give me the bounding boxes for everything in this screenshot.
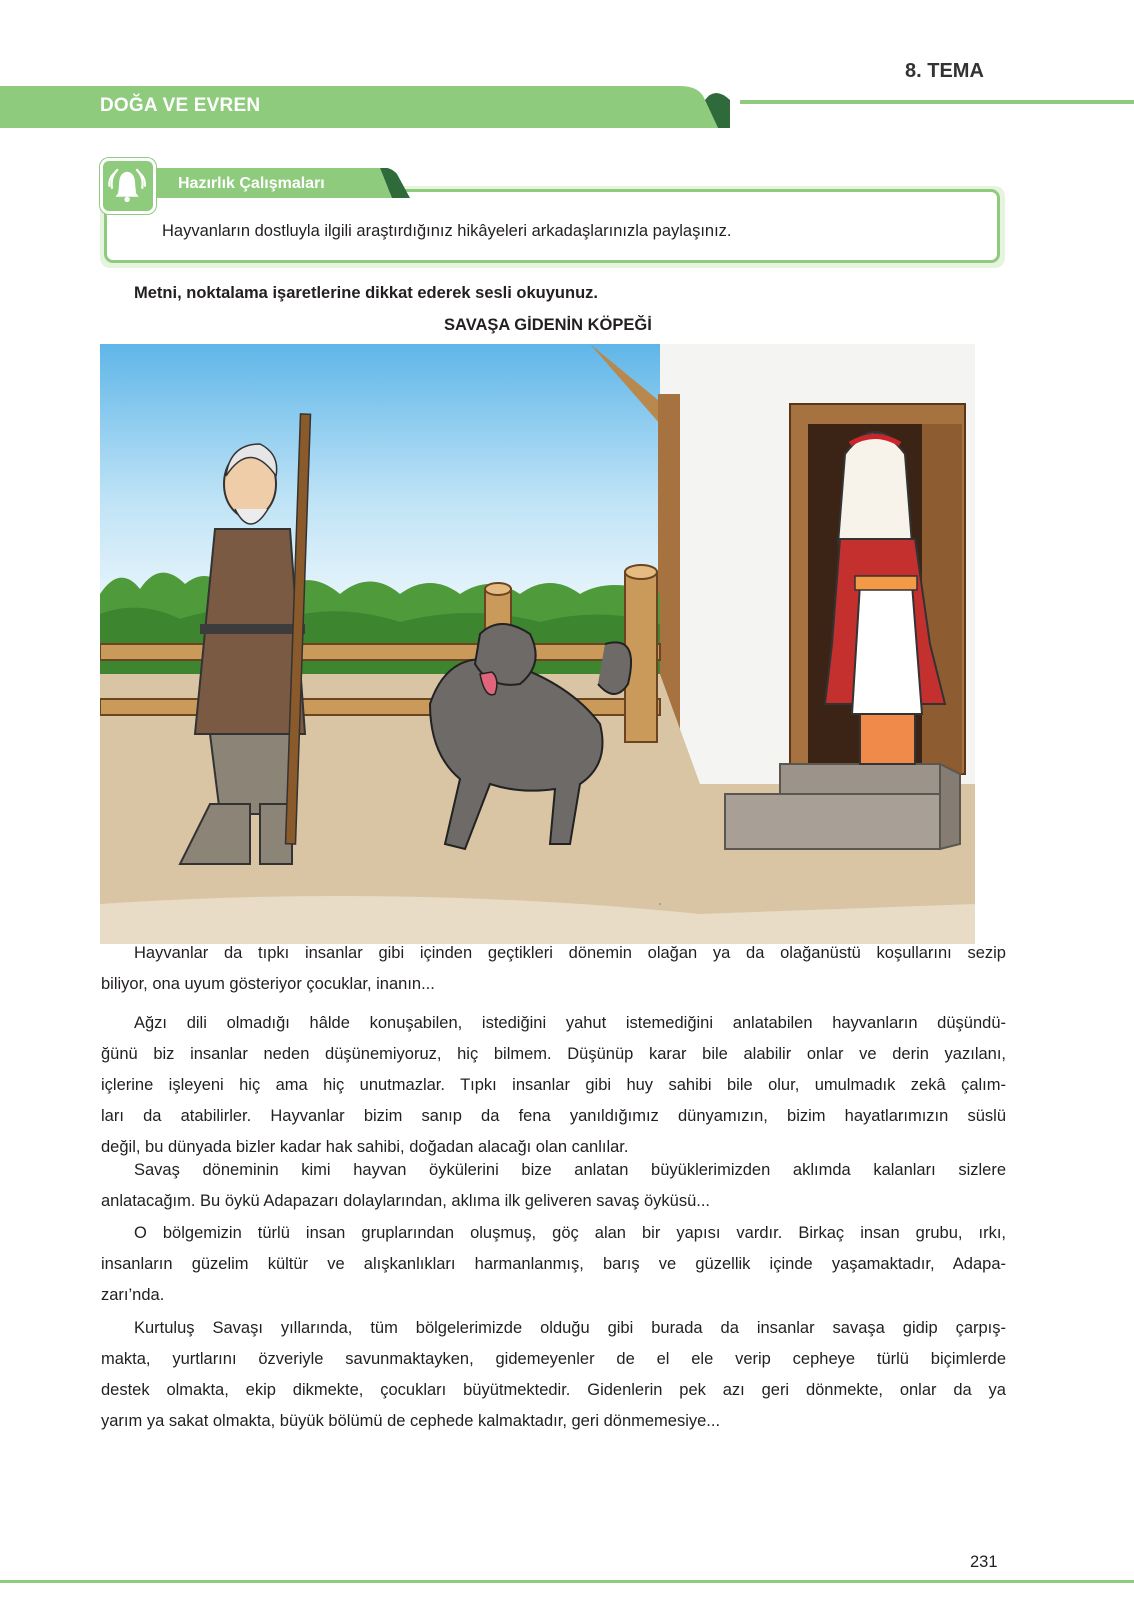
paragraph-line: makta, yurtlarını özveriyle savunmaktayken, gidemeyenler de el ele verip cepheye türlü biçimlerde [101,1350,1006,1368]
paragraph-5 [101,1313,1006,1437]
paragraph-line: destek olmakta, ekip dikmekte, çocukları büyütmektedir. Gidenlerin pek azı geri dönmekte, onlar da ya [101,1381,1006,1399]
footer-divider [0,1580,1134,1583]
header-divider [740,100,1134,104]
paragraph-line: biliyor, ona uyum gösteriyor çocuklar, inanın... [101,975,435,993]
paragraph-line: O bölgemizin türlü insan gruplarından oluşmuş, göç alan bir yapısı vardır. Birkaç insan grubu, ırkı, [134,1224,1006,1242]
bell-icon [100,158,156,214]
paragraph-line: zarı’nda. [101,1286,165,1304]
paragraph-line: ğünü biz insanlar neden düşünemiyoruz, hiç bilmem. Düşünüp karar bile alabilir onlar ve derin yazılanı, [101,1045,1006,1063]
paragraph-line: değil, bu dünyada bizler kadar hak sahibi, doğadan alacağı olan canlılar. [101,1138,629,1156]
paragraph-line: Hayvanlar da tıpkı insanlar gibi içinden geçtikleri dönemin olağan ya da olağanüstü koşullarını sezip [134,944,1006,962]
paragraph-4 [101,1218,1006,1311]
story-illustration [100,344,1005,944]
paragraph-1 [101,938,1006,1000]
paragraph-2 [101,1008,1006,1163]
story-title: SAVAŞA GİDENİN KÖPEĞİ [444,316,652,334]
paragraph-line: Ağzı dili olmadığı hâlde konuşabilen, istediğini yahut istemediğini anlatabilen hayvanların düşündü- [134,1014,1006,1032]
section-title: DOĞA VE EVREN [100,95,261,116]
paragraph-line: yarım ya sakat olmakta, büyük bölümü de cephede kalmaktadır, geri dönmemesiye... [101,1412,721,1430]
theme-label: 8. TEMA [905,60,984,82]
paragraph-line: Savaş döneminin kimi hayvan öykülerini bize anlatan büyüklerimizden aklımda kalanları sizlere [134,1161,1006,1179]
page-number: 231 [970,1553,998,1571]
preparation-text: Hayvanların dostluyla ilgili araştırdığınız hikâyeleri arkadaşlarınızla paylaşınız. [162,222,732,240]
paragraph-3 [101,1155,1006,1217]
paragraph-line: anlatacağım. Bu öykü Adapazarı dolaylarından, aklıma ilk geliveren savaş öyküsü... [101,1192,711,1210]
reading-instruction: Metni, noktalama işaretlerine dikkat ederek sesli okuyunuz. [134,284,599,302]
paragraph-line: içlerine işleyeni hiç ama hiç unutmazlar. Tıpkı insanlar gibi huy sahibi bile olur, umulmadık zekâ çalım- [101,1076,1006,1094]
paragraph-line: insanların güzelim kültür ve alışkanlıkları harmanlanmış, barış ve güzellik içinde yaşamaktadır, Adapa- [101,1255,1006,1273]
paragraph-line: Kurtuluş Savaşı yıllarında, tüm bölgelerimizde olduğu gibi burada da insanlar savaşa gidip çarpış- [134,1319,1006,1337]
preparation-title: Hazırlık Çalışmaları [178,175,325,192]
paragraph-line: ları da atabilirler. Hayvanlar bizim sanıp da fena yanıldığımız dünyamızın, bizim hayatlarımızın süslü [101,1107,1006,1125]
